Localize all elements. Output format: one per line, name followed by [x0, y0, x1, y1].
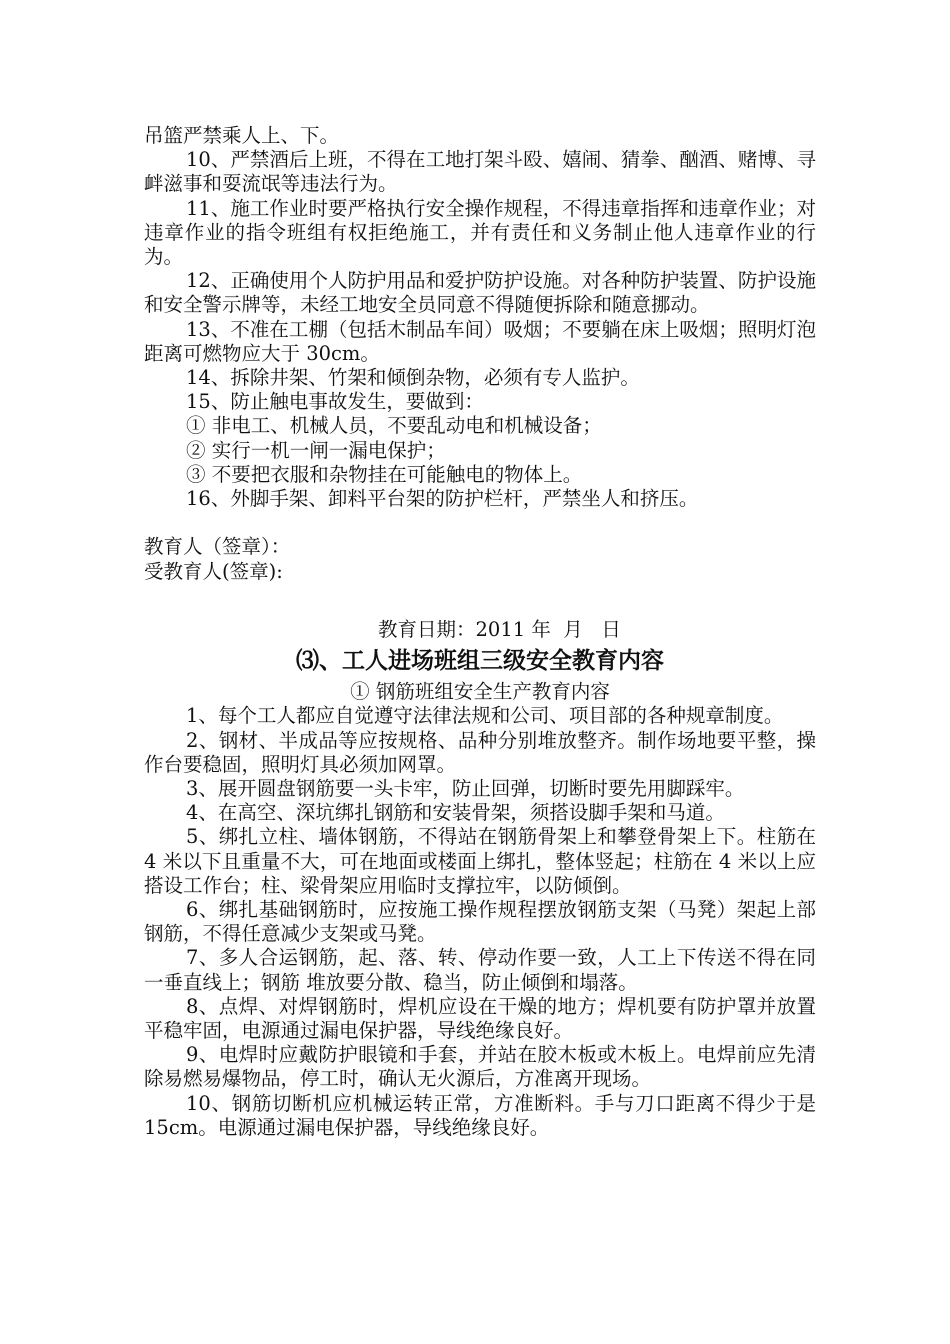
blank-line: [144, 511, 816, 535]
blank-line: [144, 584, 816, 608]
list-item: 6、绑扎基础钢筋时，应按施工操作规程摆放钢筋支架（马凳）架起上部钢筋，不得任意减少支架或马凳。: [144, 898, 816, 946]
list-item: 10、钢筋切断机应机械运转正常，方准断料。手与刀口距离不得少于是 15cm。电源通过漏电保护器，导线绝缘良好。: [144, 1091, 816, 1139]
paragraph: 15、防止触电事故发生，要做到：: [186, 390, 484, 414]
educatee-signature: 受教育人(签章):: [144, 559, 283, 583]
list-item: 9、电焊时应戴防护眼镜和手套，并站在胶木板或木板上。电焊前应先清除易燃易爆物品，停工时，确认无火源后，方准离开现场。: [144, 1043, 816, 1091]
paragraph: ③ 不要把衣服和杂物挂在可能触电的物体上。: [186, 462, 583, 486]
paragraph: 12、正确使用个人防护用品和爱护防护设施。对各种防护装置、防护设施和安全警示牌等，未经工地安全员同意不得随便拆除和随意挪动。: [144, 269, 816, 317]
educator-signature: 教育人（签章）：: [144, 535, 291, 559]
paragraph: 16、外脚手架、卸料平台架的防护栏杆，严禁坐人和挤压。: [186, 487, 699, 511]
paragraph: 11、施工作业时要严格执行安全操作规程，不得违章指挥和违章作业；对违章作业的指令班组有权拒绝施工，并有责任和义务制止他人违章作业的行为。: [144, 196, 816, 269]
section-items: [144, 704, 816, 1140]
paragraph: 10、严禁酒后上班，不得在工地打架斗殴、嬉闹、猜拳、酗酒、赌博、寻衅滋事和耍流氓等违法行为。: [144, 148, 816, 196]
paragraph: 吊篮严禁乘人上、下。: [144, 124, 340, 147]
signature-block: [144, 535, 816, 583]
list-item: 4、在高空、深坑绑扎钢筋和安装骨架，须搭设脚手架和马道。: [186, 801, 725, 825]
list-item: 3、展开圆盘钢筋要一头卡牢，防止回弹，切断时要先用脚踩牢。: [186, 777, 745, 801]
list-item: 5、绑扎立柱、墙体钢筋，不得站在钢筋骨架上和攀登骨架上下。柱筋在 4 米以下且重量不大，可在地面或楼面上绑扎，整体竖起；柱筋在 4 米以上应搭设工作台；柱、梁骨架应用临时支撑拉牢，以防倾倒。: [144, 825, 816, 897]
list-item: 7、多人合运钢筋，起、落、转、停动作要一致，人工上下传送不得在同一垂直线上；钢筋 堆放要分散、稳当，防止倾倒和塌落。: [144, 946, 816, 994]
paragraph: 14、拆除井架、竹架和倾倒杂物，必须有专人监护。: [186, 366, 640, 390]
paragraph: 13、不准在工棚（包括木制品车间）吸烟；不要躺在床上吸烟；照明灯泡距离可燃物应大于 30cm。: [144, 317, 816, 365]
list-item: 1、每个工人都应自觉遵守法律法规和公司、项目部的各种规章制度。: [186, 704, 784, 728]
paragraph: ② 实行一机一闸一漏电保护；: [186, 438, 446, 462]
section-title: ⑶、工人进场班组三级安全教育内容: [296, 648, 664, 675]
top-section: [144, 124, 816, 511]
paragraph: ① 非电工、机械人员，不要乱动电和机械设备；: [186, 414, 602, 438]
list-item: 8、点焊、对焊钢筋时，焊机应设在干燥的地方；焊机要有防护罩并放置平稳牢固，电源通过漏电保护器，导线绝缘良好。: [144, 994, 816, 1043]
section-subtitle: ① 钢筋班组安全生产教育内容: [350, 680, 610, 704]
list-item: 2、钢材、半成品等应按规格、品种分别堆放整齐。制作场地要平整，操作台要稳固，照明灯具必须加网罩。: [144, 728, 816, 776]
document-page: [144, 124, 816, 1140]
education-date: 教育日期：2011 年 月 日: [378, 618, 621, 642]
